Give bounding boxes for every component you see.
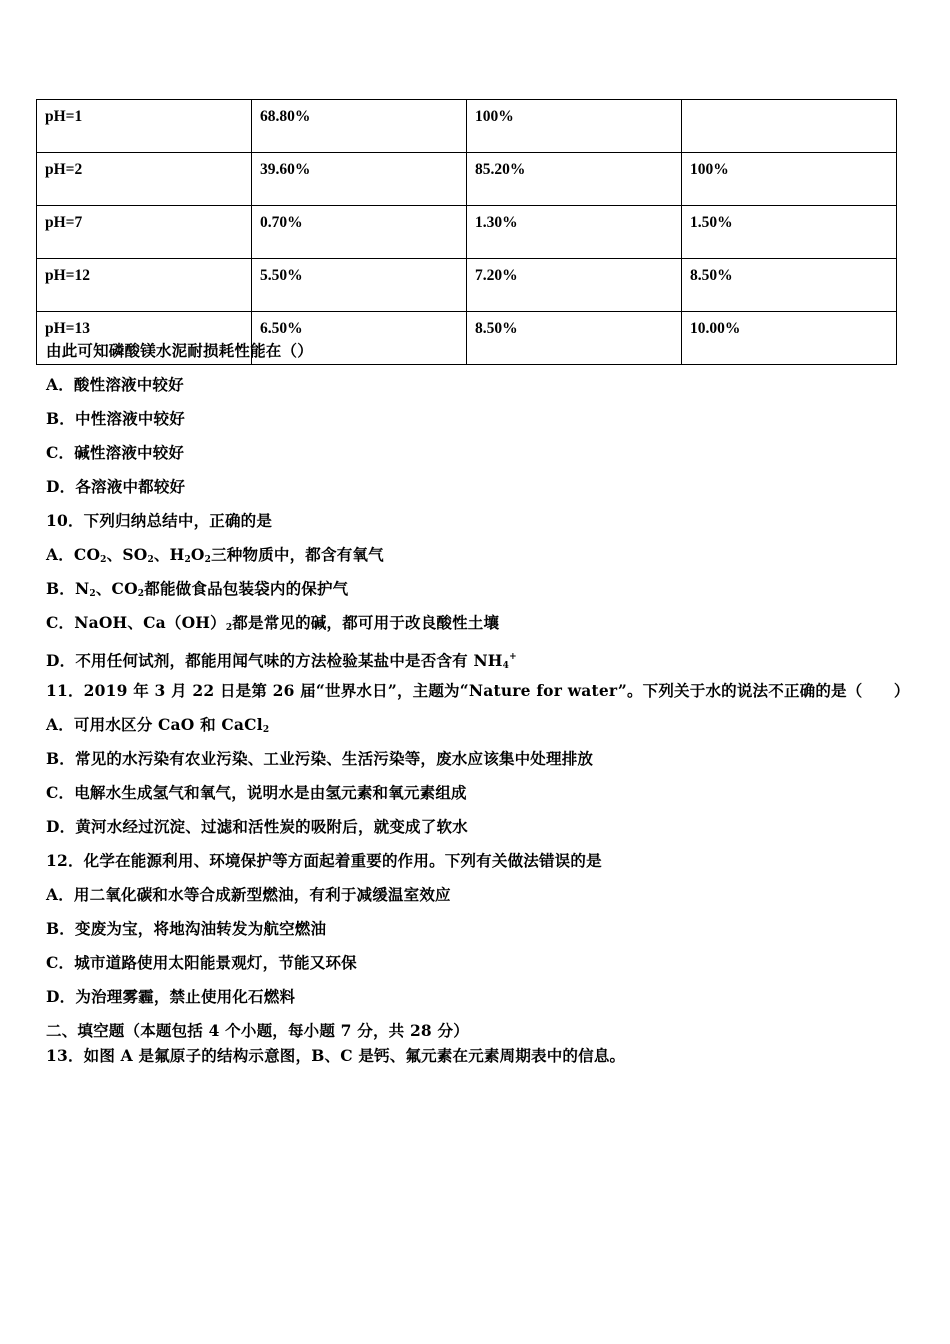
q11-stem: 11．2019 年 3 月 22 日是第 26 届“世界水日”，主题为“Nature for water”。下列关于水的说法不正确的是（ ） — [46, 681, 910, 700]
q12-option-a: A．用二氧化碳和水等合成新型燃油，有利于减缓温室效应 — [46, 885, 451, 904]
q10-stem: 10．下列归纳总结中，正确的是 — [46, 511, 273, 530]
q10-option-d: D．不用任何试剂，都能用闻气味的方法检验某盐中是否含有 $NH_4^+$ — [46, 651, 517, 671]
q9-option-b: B．中性溶液中较好 — [46, 409, 185, 428]
table-row — [37, 259, 897, 312]
table-cell: pH=13 — [37, 312, 252, 365]
q9-option-c: C．碱性溶液中较好 — [46, 443, 185, 462]
table-cell: 0.70% — [252, 206, 467, 259]
table-row — [37, 100, 897, 153]
q12-option-b: B．变废为宝，将地沟油转发为航空燃油 — [46, 919, 327, 938]
table-cell: 8.50% — [682, 259, 897, 312]
section-heading: 二、填空题（本题包括 4 个小题，每小题 7 分，共 28 分） — [46, 1021, 469, 1040]
table-cell: 1.50% — [682, 206, 897, 259]
q12-option-d: D．为治理雾霾，禁止使用化石燃料 — [46, 987, 296, 1006]
ph-loss-table — [36, 99, 897, 365]
table-cell: 39.60% — [252, 153, 467, 206]
q11-option-a: A．可用水区分 CaO 和 CaCl$_2$ — [46, 715, 270, 735]
table-cell: pH=2 — [37, 153, 252, 206]
q11-option-c: C．电解水生成氢气和氧气，说明水是由氢元素和氧元素组成 — [46, 783, 467, 802]
table-cell: pH=7 — [37, 206, 252, 259]
q10-option-c: C．NaOH、$Ca(OH)_2$都是常见的碱，都可用于改良酸性土壤 — [46, 613, 500, 633]
table-cell: 100% — [467, 100, 682, 153]
q12-option-c: C．城市道路使用太阳能景观灯，节能又环保 — [46, 953, 357, 972]
q11-option-b: B．常见的水污染有农业污染、工业污染、生活污染等，废水应该集中处理排放 — [46, 749, 594, 768]
table-row — [37, 206, 897, 259]
table-cell: 10.00% — [682, 312, 897, 365]
table-cell: 68.80% — [252, 100, 467, 153]
q13-stem: 13．如图 A 是氟原子的结构示意图，B、C 是钙、氟元素在元素周期表中的信息。 — [46, 1046, 626, 1065]
table-cell: 7.20% — [467, 259, 682, 312]
q9-stem: 由此可知磷酸镁水泥耐损耗性能在（） — [46, 341, 313, 360]
table-cell: 85.20% — [467, 153, 682, 206]
q10-option-b: B．$N_2$、$CO_2$都能做食品包装袋内的保护气 — [46, 579, 349, 599]
table-cell: 6.50% — [252, 312, 467, 365]
table-cell: 1.30% — [467, 206, 682, 259]
table-cell: 8.50% — [467, 312, 682, 365]
q9-option-d: D．各溶液中都较好 — [46, 477, 186, 496]
q11-option-d: D．黄河水经过沉淀、过滤和活性炭的吸附后，就变成了软水 — [46, 817, 468, 836]
q9-option-a: A．酸性溶液中较好 — [46, 375, 184, 394]
q12-stem: 12．化学在能源利用、环境保护等方面起着重要的作用。下列有关做法错误的是 — [46, 851, 602, 870]
table-cell: 100% — [682, 153, 897, 206]
table-cell: pH=12 — [37, 259, 252, 312]
table-cell: pH=1 — [37, 100, 252, 153]
q10-option-a: A．$CO_2$、$SO_2$、$H_2O_2$三种物质中，都含有氧气 — [46, 545, 384, 565]
table-row — [37, 153, 897, 206]
table-cell: 5.50% — [252, 259, 467, 312]
table-cell — [682, 100, 897, 153]
